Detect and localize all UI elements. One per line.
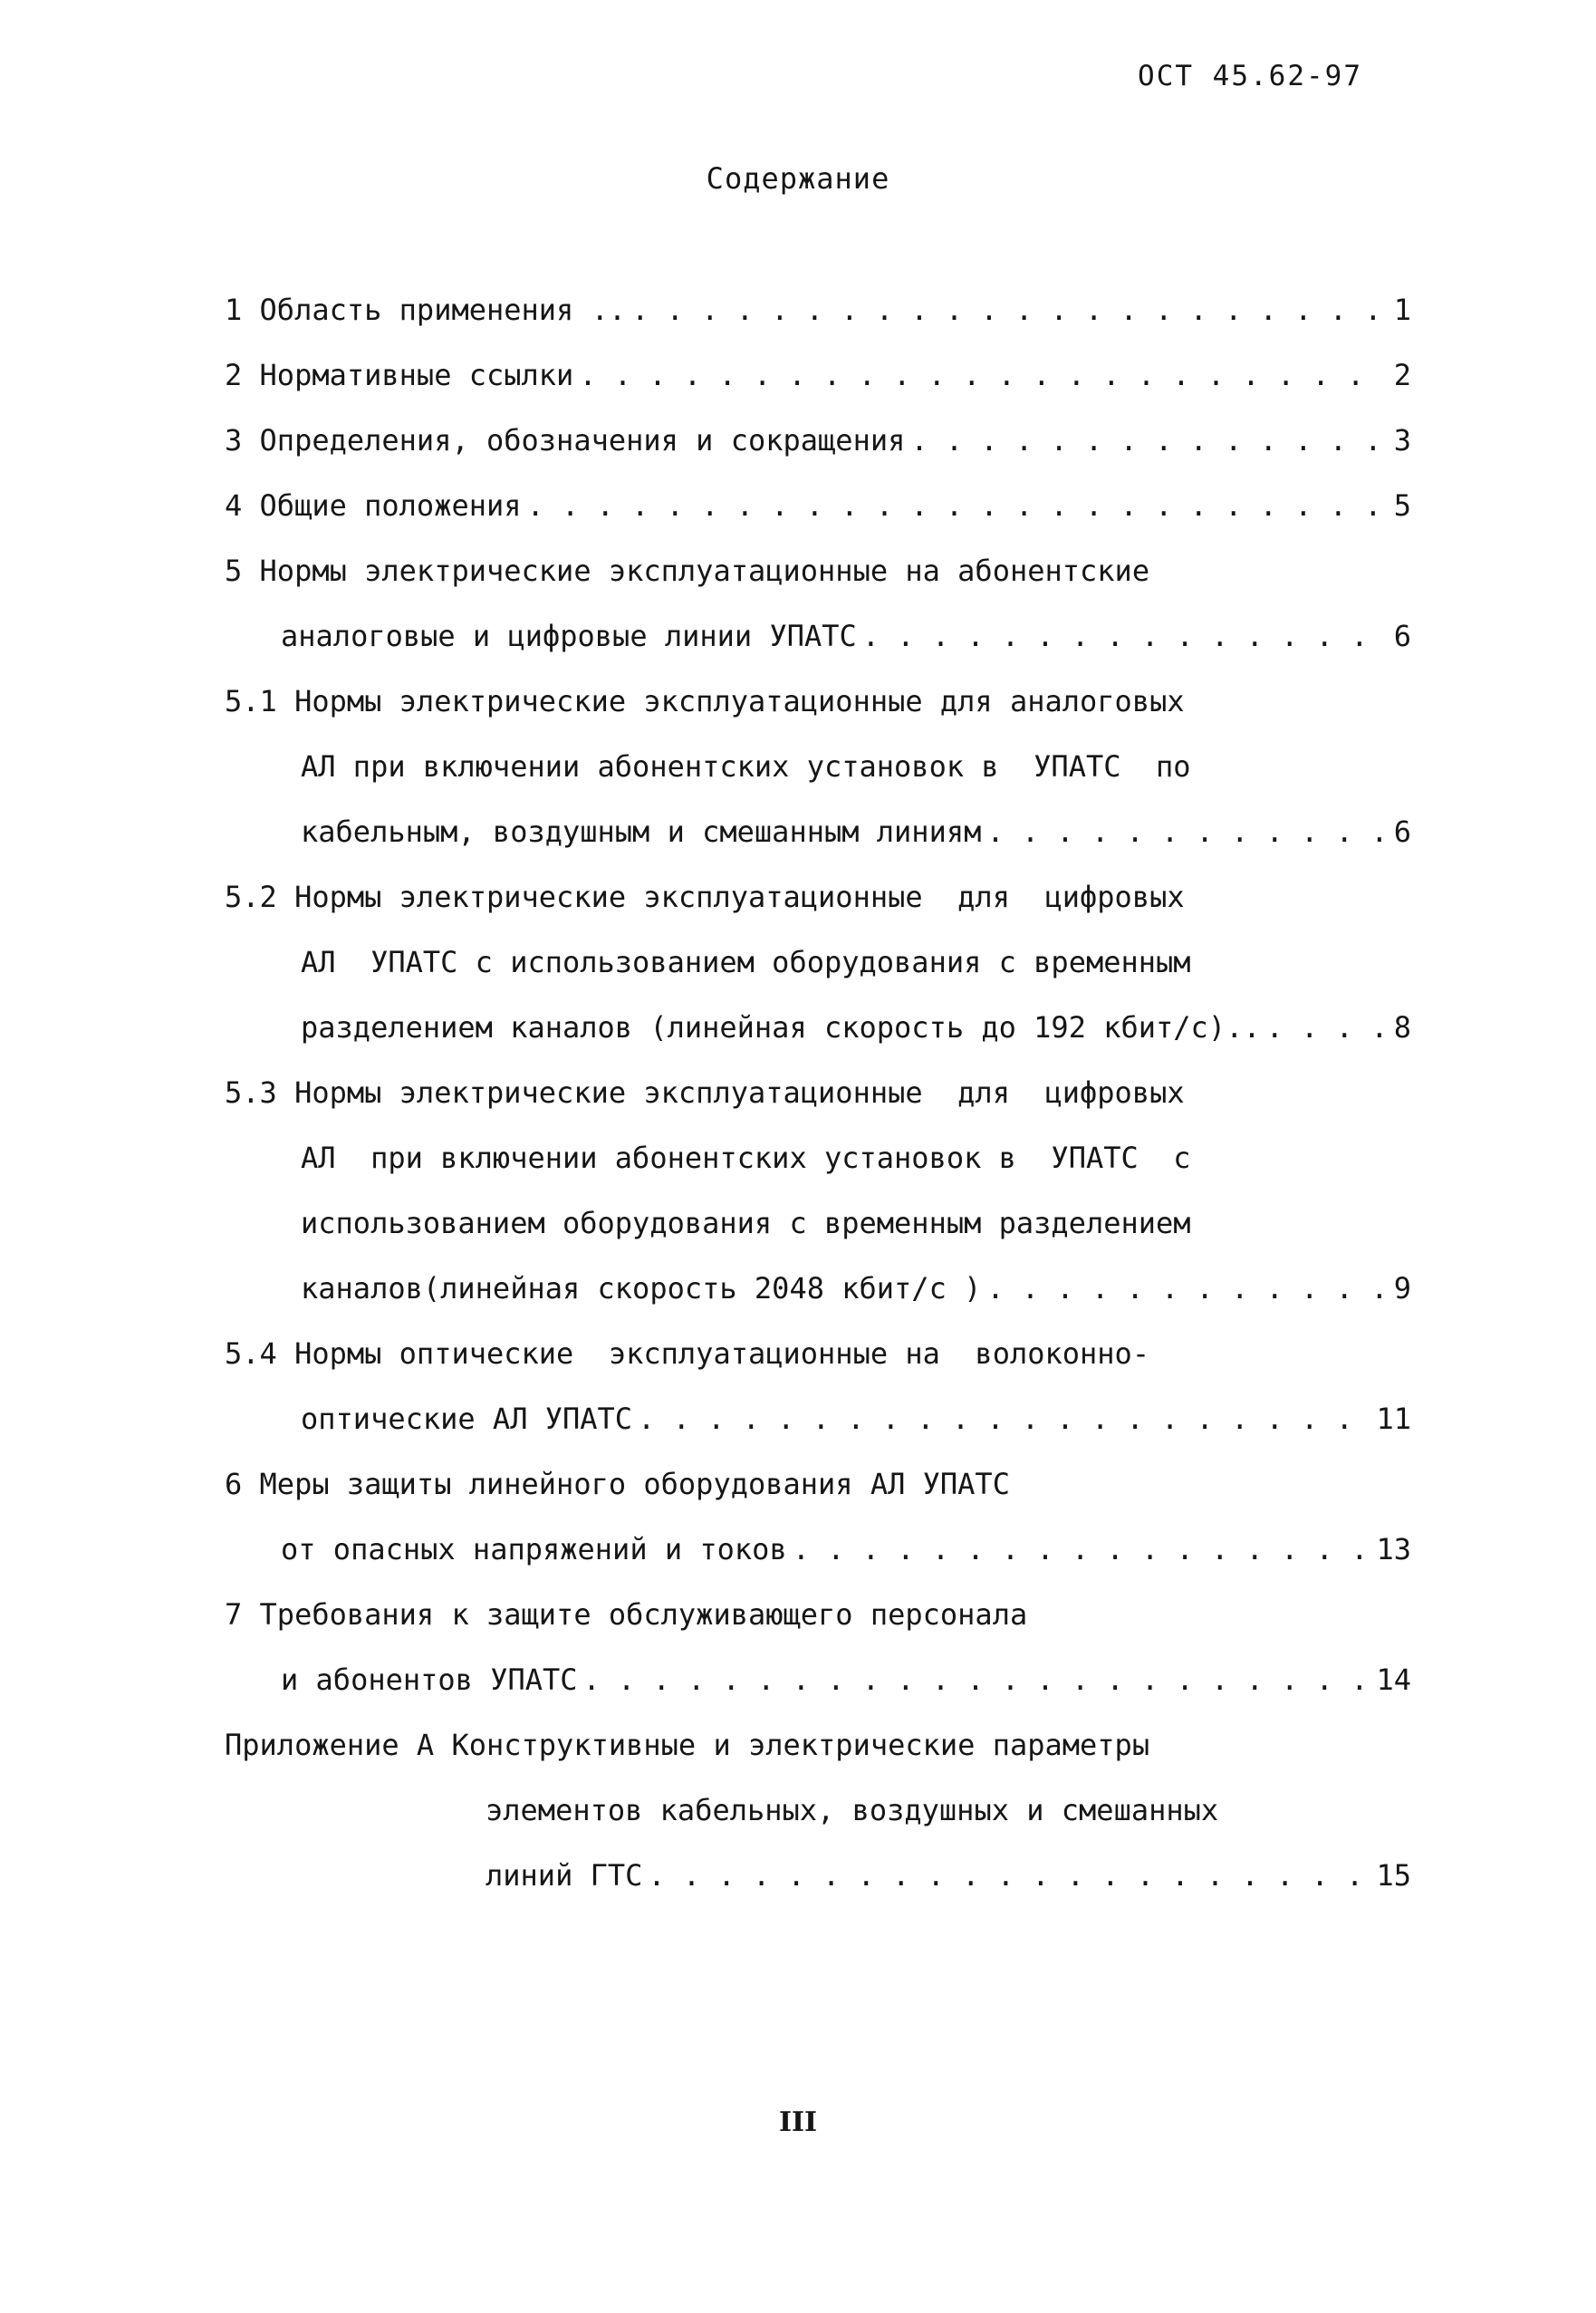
toc-entry-continuation [225, 1790, 1411, 1855]
toc-entry [225, 290, 1411, 355]
toc-entry-continuation [225, 942, 1411, 1007]
toc-entry-continuation [225, 1660, 1411, 1725]
toc-entry-page: 9 [1393, 1271, 1411, 1306]
dot-leader [986, 812, 1384, 852]
toc-entry-page: 11 [1376, 1402, 1411, 1436]
toc-entry-text: 3 Определения, обозначения и сокращения [225, 423, 906, 458]
dot-leader [986, 1268, 1384, 1308]
toc-entry-text: Приложение А Конструктивные и электрические параметры [225, 1728, 1150, 1762]
toc-entry-page: 1 [1393, 293, 1411, 327]
toc-entry-page: 8 [1393, 1010, 1411, 1045]
dot-leader [579, 355, 1384, 395]
toc-entry-text: 5.1 Нормы электрические эксплуатационные для аналоговых [225, 684, 1185, 718]
dot-leader [527, 486, 1384, 525]
toc-entry-text: каналов(линейная скорость 2048 кбит/с ) [301, 1271, 982, 1306]
toc-entry-continuation [225, 747, 1411, 812]
toc-entry-text: оптические АЛ УПАТС [301, 1402, 633, 1436]
toc-entry [225, 1595, 1411, 1660]
toc-entry-continuation [225, 1138, 1411, 1203]
toc-entry-text: АЛ при включении абонентских установок в УПАТС с [301, 1141, 1191, 1175]
toc-entry-continuation [225, 1007, 1411, 1073]
document-code: ОСТ 45.62-97 [1138, 60, 1362, 92]
toc-entry-text: аналоговые и цифровые линии УПАТС [281, 619, 857, 653]
toc-entry-text: кабельным, воздушным и смешанным линиям [301, 814, 982, 849]
dot-leader [1266, 1007, 1384, 1047]
toc-entry [225, 355, 1411, 420]
dot-leader [648, 1855, 1370, 1895]
toc-entry-text: 5 Нормы электрические эксплуатационные на абонентские [225, 554, 1150, 588]
toc-entry-text: 4 Общие положения [225, 488, 522, 523]
toc-entry-text: 2 Нормативные ссылки [225, 358, 574, 392]
table-of-contents [225, 290, 1411, 1921]
toc-entry [225, 420, 1411, 486]
toc-entry-text: использованием оборудования с временным разделением [301, 1206, 1191, 1240]
toc-entry-text: 5.3 Нормы электрические эксплуатационные для цифровых [225, 1075, 1185, 1110]
toc-entry-continuation [225, 1399, 1411, 1464]
toc-entry-text: от опасных напряжений и токов [281, 1532, 787, 1566]
toc-entry-continuation [225, 1203, 1411, 1268]
toc-entry-page: 14 [1376, 1662, 1411, 1697]
toc-entry-page: 2 [1393, 358, 1411, 392]
toc-entry-continuation [225, 616, 1411, 681]
toc-entry-text: линий ГТС [486, 1858, 643, 1893]
toc-entry [225, 551, 1411, 616]
page-title: Содержание [706, 161, 890, 196]
toc-entry-text: 5.4 Нормы оптические эксплуатационные на волоконно- [225, 1336, 1150, 1371]
toc-entry [225, 1725, 1411, 1790]
toc-entry-page: 15 [1376, 1858, 1411, 1893]
toc-entry-text: 7 Требования к защите обслуживающего персонала [225, 1597, 1028, 1632]
toc-entry-text: и абонентов УПАТС [281, 1662, 578, 1697]
toc-entry [225, 486, 1411, 551]
dot-leader [793, 1529, 1371, 1569]
toc-entry-text: элементов кабельных, воздушных и смешанных [486, 1793, 1219, 1827]
toc-entry [225, 1334, 1411, 1399]
toc-entry [225, 1464, 1411, 1529]
toc-entry [225, 877, 1411, 942]
toc-entry-continuation [225, 1268, 1411, 1334]
dot-leader [910, 420, 1384, 460]
toc-entry-continuation [225, 1855, 1411, 1921]
toc-entry-page: 13 [1376, 1532, 1411, 1566]
dot-leader [631, 290, 1384, 330]
toc-entry-page: 6 [1393, 619, 1411, 653]
toc-entry-text: 5.2 Нормы электрические эксплуатационные для цифровых [225, 880, 1185, 914]
toc-entry-text: АЛ при включении абонентских установок в УПАТС по [301, 749, 1191, 784]
toc-entry-page: 6 [1393, 814, 1411, 849]
toc-entry-text: 6 Меры защиты линейного оборудования АЛ УПАТС [225, 1467, 1010, 1501]
toc-entry-continuation [225, 812, 1411, 877]
toc-entry-continuation [225, 1529, 1411, 1595]
page-number: III [778, 2106, 818, 2138]
dot-leader [862, 616, 1384, 656]
toc-entry [225, 1073, 1411, 1138]
toc-entry-page: 5 [1393, 488, 1411, 523]
toc-entry-text: разделением каналов (линейная скорость до 192 кбит/с).. [301, 1010, 1261, 1045]
toc-entry [225, 681, 1411, 747]
toc-entry-text: 1 Область применения .. [225, 293, 627, 327]
dot-leader [638, 1399, 1370, 1439]
dot-leader [583, 1660, 1371, 1700]
toc-entry-text: АЛ УПАТС с использованием оборудования с временным [301, 945, 1191, 979]
toc-entry-page: 3 [1393, 423, 1411, 458]
